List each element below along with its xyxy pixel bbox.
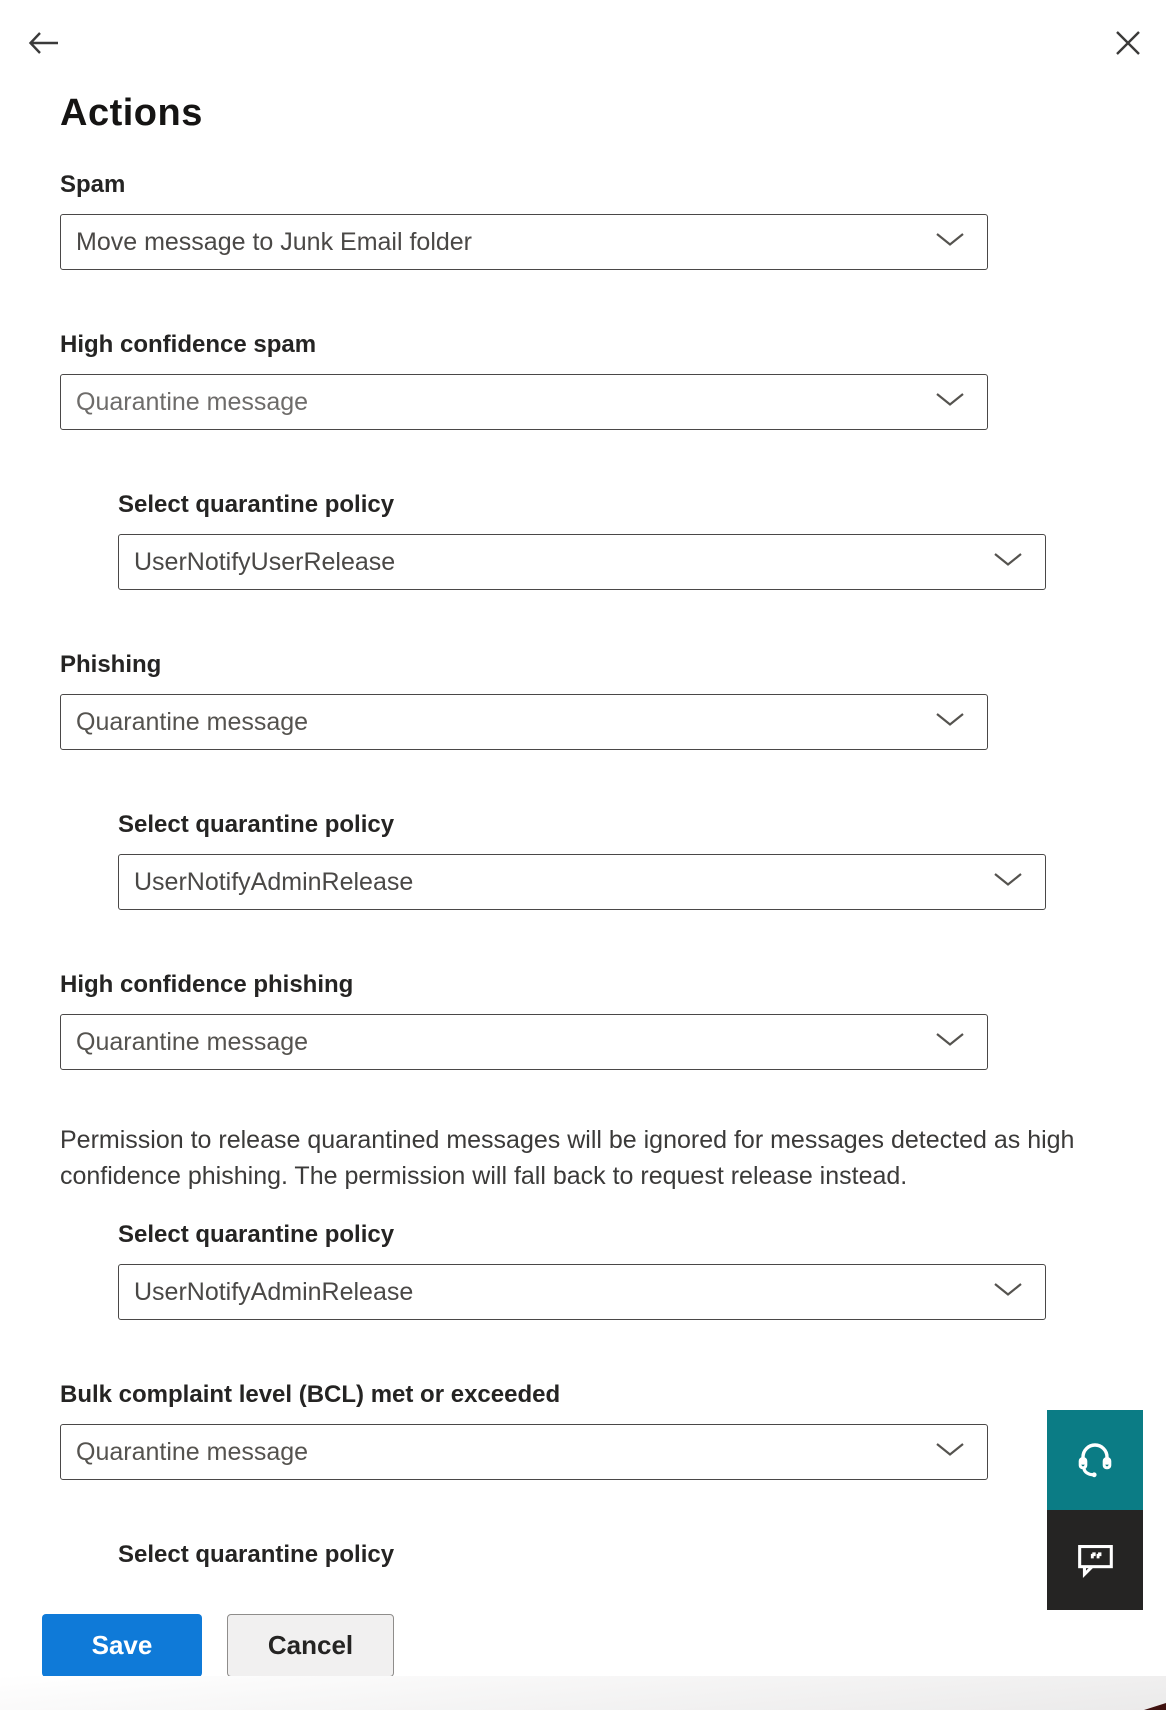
field-group-bcl bbox=[60, 1381, 1166, 1480]
field-group-phishing bbox=[60, 651, 1166, 750]
field-group-quarantine-policy-spam bbox=[118, 491, 1166, 590]
spam-action-select[interactable] bbox=[60, 214, 988, 270]
footer-bar bbox=[0, 1590, 1166, 1710]
field-group-quarantine-policy-phishing bbox=[118, 811, 1166, 910]
high-confidence-spam-action-value: Quarantine message bbox=[76, 387, 309, 416]
feedback-icon bbox=[1072, 1536, 1118, 1585]
feedback-button[interactable] bbox=[1047, 1510, 1143, 1610]
quarantine-policy-value: UserNotifyAdminRelease bbox=[134, 867, 414, 896]
spam-action-value: Move message to Junk Email folder bbox=[76, 227, 473, 256]
bcl-label: Bulk complaint level (BCL) met or exceeded bbox=[60, 1381, 561, 1408]
field-group-high-confidence-phishing bbox=[60, 971, 1166, 1070]
chevron-down-icon bbox=[935, 1442, 965, 1462]
phishing-action-value: Quarantine message bbox=[76, 707, 309, 736]
bcl-action-select[interactable] bbox=[60, 1424, 988, 1480]
chevron-down-icon bbox=[935, 712, 965, 732]
chevron-down-icon bbox=[935, 1032, 965, 1052]
help-button[interactable] bbox=[1047, 1410, 1143, 1510]
field-group-spam bbox=[60, 171, 1166, 270]
quarantine-policy-select-spam[interactable] bbox=[118, 534, 1046, 590]
high-confidence-spam-action-select[interactable] bbox=[60, 374, 988, 430]
page-title: Actions bbox=[60, 92, 203, 134]
high-confidence-phishing-note: Permission to release quarantined messages will be ignored for messages detected as high confidence phishing. The permission will fall back to request release instead. bbox=[60, 1126, 1075, 1190]
high-confidence-phishing-action-select[interactable] bbox=[60, 1014, 988, 1070]
quarantine-policy-label: Select quarantine policy bbox=[118, 491, 395, 518]
chevron-down-icon bbox=[993, 1282, 1023, 1302]
save-button[interactable]: Save bbox=[42, 1614, 202, 1677]
chevron-down-icon bbox=[935, 392, 965, 412]
high-confidence-spam-label: High confidence spam bbox=[60, 331, 317, 358]
quarantine-policy-value: UserNotifyAdminRelease bbox=[134, 1277, 414, 1306]
headset-icon bbox=[1071, 1435, 1119, 1486]
field-group-high-confidence-spam bbox=[60, 331, 1166, 430]
floating-button-stack bbox=[1047, 1410, 1143, 1610]
quarantine-policy-label: Select quarantine policy bbox=[118, 1221, 395, 1248]
quarantine-policy-select-hcp[interactable] bbox=[118, 1264, 1046, 1320]
chevron-down-icon bbox=[993, 872, 1023, 892]
bcl-action-value: Quarantine message bbox=[76, 1437, 309, 1466]
cancel-button[interactable]: Cancel bbox=[227, 1614, 394, 1677]
quarantine-policy-label: Select quarantine policy bbox=[118, 811, 395, 838]
quarantine-policy-select-phishing[interactable] bbox=[118, 854, 1046, 910]
spam-label: Spam bbox=[60, 171, 126, 198]
quarantine-policy-value: UserNotifyUserRelease bbox=[134, 547, 396, 576]
field-group-quarantine-policy-bcl bbox=[118, 1541, 1166, 1569]
chevron-down-icon bbox=[935, 232, 965, 252]
high-confidence-phishing-action-value: Quarantine message bbox=[76, 1027, 309, 1056]
quarantine-policy-label-truncated: Select quarantine policy bbox=[118, 1541, 395, 1568]
field-group-quarantine-policy-hcp bbox=[118, 1221, 1166, 1320]
phishing-label: Phishing bbox=[60, 651, 162, 678]
phishing-action-select[interactable] bbox=[60, 694, 988, 750]
chevron-down-icon bbox=[993, 552, 1023, 572]
footer-buttons bbox=[42, 1614, 394, 1677]
high-confidence-phishing-label: High confidence phishing bbox=[60, 971, 354, 998]
